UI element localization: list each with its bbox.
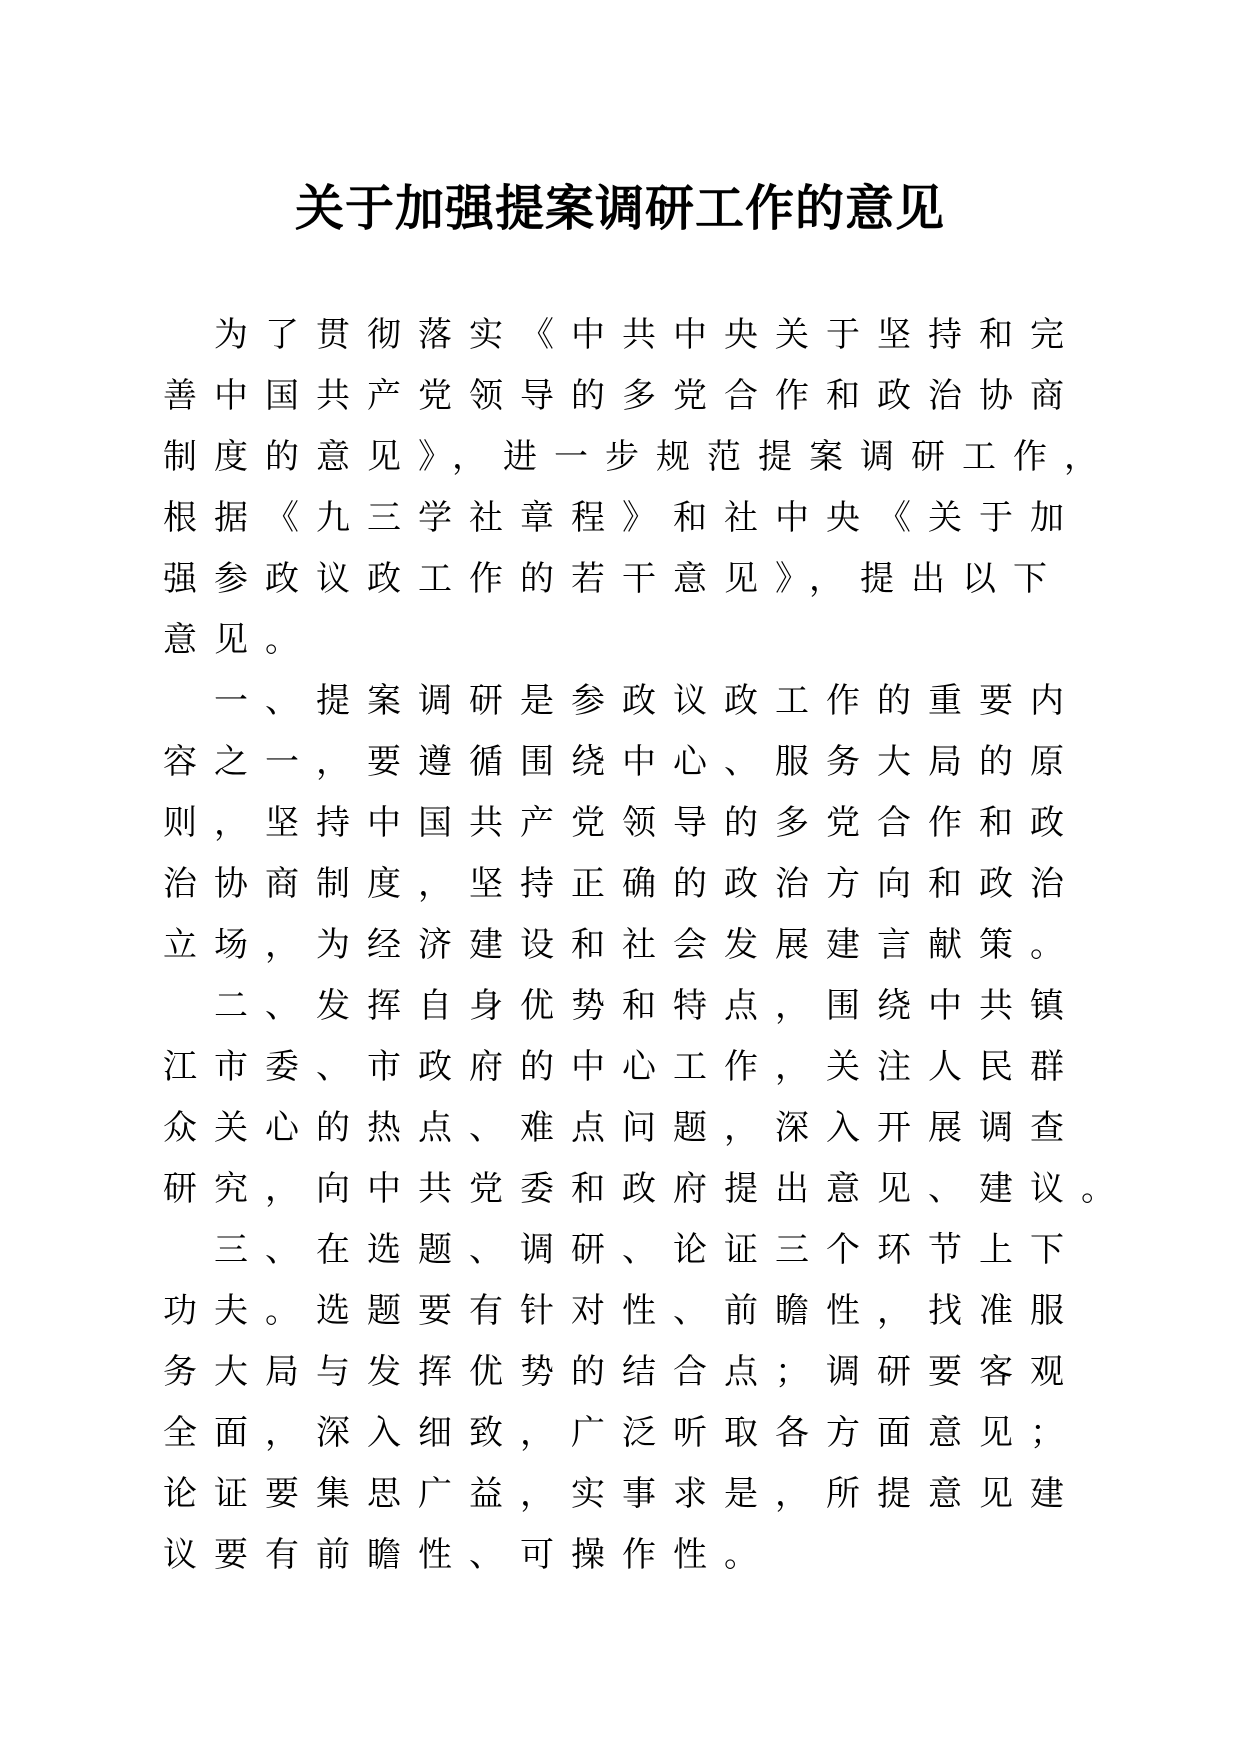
text-line: 立场，为经济建设和社会发展建言献策。 — [163, 925, 1081, 965]
paragraph-point-3 — [163, 1220, 1083, 1586]
paragraph-intro — [163, 305, 1115, 671]
text-line: 容之一，要遵循围绕中心、服务大局的原 — [163, 742, 1081, 782]
text-line: 务大局与发挥优势的结合点；调研要客观 — [163, 1352, 1081, 1392]
paragraph-point-1 — [163, 671, 1083, 976]
text-line: 功夫。选题要有针对性、前瞻性，找准服 — [163, 1291, 1081, 1331]
text-line: 研究，向中共党委和政府提出意见、建议。 — [163, 1169, 1132, 1209]
text-line: 论证要集思广益，实事求是，所提意见建 — [163, 1474, 1081, 1514]
text-line: 全面，深入细致，广泛听取各方面意见； — [163, 1413, 1081, 1453]
paragraph-point-2 — [163, 976, 1132, 1220]
text-line: 为了贯彻落实《中共中央关于坚持和完 — [163, 315, 1081, 355]
text-line: 江市委、市政府的中心工作，关注人民群 — [163, 1047, 1081, 1087]
text-line: 根据《九三学社章程》和社中央《关于加 — [163, 498, 1081, 538]
text-line: 善中国共产党领导的多党合作和政治协商 — [163, 376, 1081, 416]
text-line: 议要有前瞻性、可操作性。 — [163, 1535, 775, 1575]
text-line: 制度的意见》，进一步规范提案调研工作， — [163, 437, 1115, 477]
text-line: 则，坚持中国共产党领导的多党合作和政 — [163, 803, 1081, 843]
text-line: 三、在选题、调研、论证三个环节上下 — [163, 1230, 1081, 1270]
text-line: 治协商制度，坚持正确的政治方向和政治 — [163, 864, 1081, 904]
text-line: 一、提案调研是参政议政工作的重要内 — [163, 681, 1081, 721]
text-line: 二、发挥自身优势和特点，围绕中共镇 — [163, 986, 1081, 1026]
text-line: 强参政议政工作的若干意见》，提出以下 — [163, 559, 1064, 599]
text-line: 意见。 — [163, 620, 316, 660]
document-title: 关于加强提案调研工作的意见 — [294, 179, 945, 237]
document-body — [163, 305, 1132, 1586]
text-line: 众关心的热点、难点问题，深入开展调查 — [163, 1108, 1081, 1148]
